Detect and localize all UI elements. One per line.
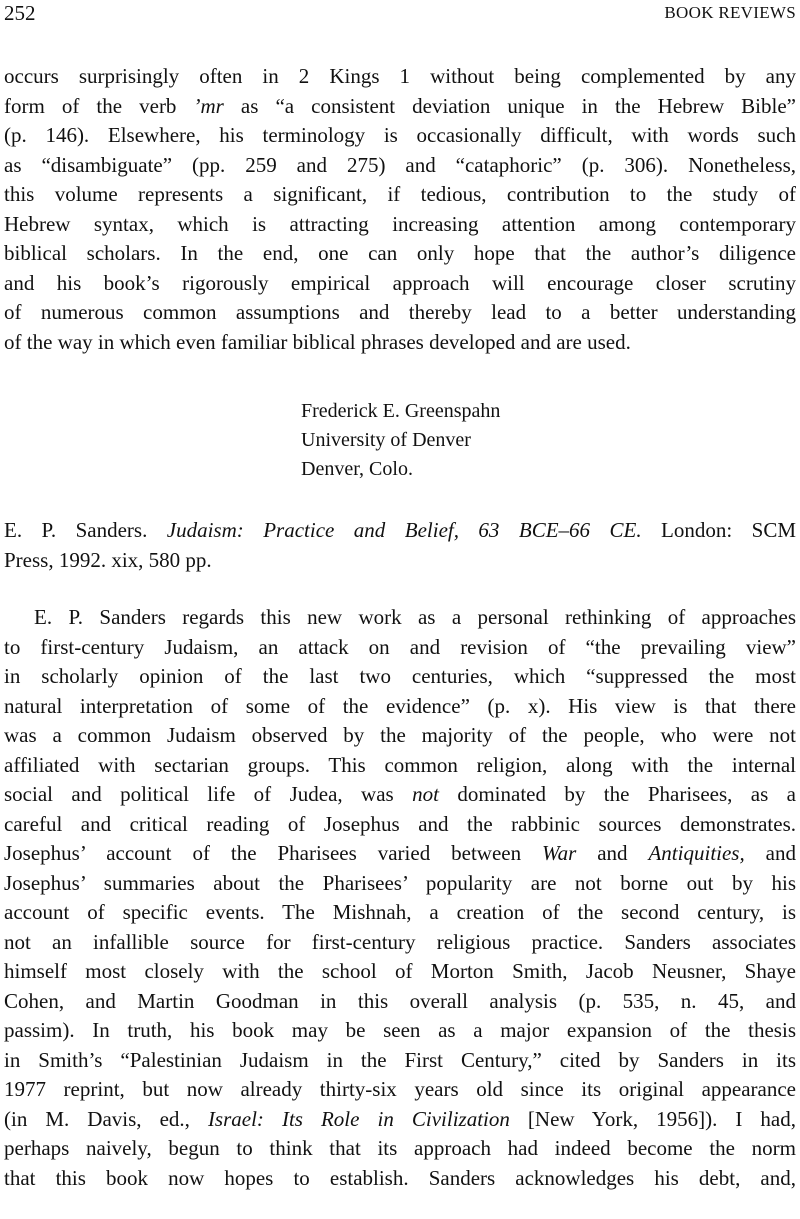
hebrew-verb-italic: ’mr xyxy=(193,93,224,118)
text-line: of numerous common assumptions and thereby lead to a better understanding xyxy=(4,300,796,324)
title-israel: Israel: Its Role in Civilization xyxy=(207,1106,510,1131)
text-line: Hebrew syntax, which is attracting increasing attention among contemporary xyxy=(4,211,796,236)
text-line: perhaps naively, begun to think that its approach had indeed become the norm xyxy=(4,1136,796,1160)
reviewer-name: Frederick E. Greenspahn xyxy=(301,400,501,422)
text-line: himself most closely with the school of Morton Smith, Jacob Neusner, Shaye xyxy=(4,959,796,983)
text-line: form of the verb ’mr as “a consistent deviation unique in the Hebrew Bible” xyxy=(4,93,796,118)
citation-line: E. P. Sanders. Judaism: Practice and Belief, 63 BCE–66 CE. London: SCM xyxy=(4,518,796,542)
text-line: social and political life of Judea, was not dominated by the Pharisees, as a xyxy=(4,782,796,806)
text-line: not an infallible source for first-century religious practice. Sanders associates xyxy=(4,929,796,954)
running-head: BOOK REVIEWS xyxy=(664,3,796,22)
review-conclusion-paragraph xyxy=(4,62,796,357)
reviewer-institution: University of Denver xyxy=(301,429,471,451)
review-body-paragraph xyxy=(4,603,796,1193)
text-line: that this book now hopes to establish. Sanders acknowledges his debt, and, xyxy=(4,1165,796,1190)
text-line: Josephus’ summaries about the Pharisees’ popularity are not borne out by his xyxy=(4,870,796,895)
text-line: of the way in which even familiar biblical phrases developed and are used. xyxy=(4,329,631,354)
text-line: in scholarly opinion of the last two centuries, which “suppressed the most xyxy=(4,664,796,688)
text-line: this volume represents a significant, if tedious, contribution to the study of xyxy=(4,182,796,206)
reviewer-location: Denver, Colo. xyxy=(301,458,413,480)
text-line: passim). In truth, his book may be seen as a major expansion of the thesis xyxy=(4,1018,796,1042)
text-line: biblical scholars. In the end, one can only hope that the author’s diligence xyxy=(4,241,796,265)
text-line: (p. 146). Elsewhere, his terminology is occasionally difficult, with words such xyxy=(4,123,796,147)
text-line: to first-century Judaism, an attack on and revision of “the prevailing view” xyxy=(4,634,796,659)
emphasis-not: not xyxy=(412,782,439,806)
text-line: affiliated with sectarian groups. This common religion, along with the internal xyxy=(4,752,796,777)
text-line: 1977 reprint, but now already thirty-six years old since its original appearance xyxy=(4,1077,796,1101)
text-line: was a common Judaism observed by the majority of the people, who were not xyxy=(4,723,796,747)
citation-title: Judaism: Practice and Belief, 63 BCE–66 CE. xyxy=(166,518,642,542)
page-header xyxy=(4,0,796,26)
text-line: Josephus’ account of the Pharisees varied between War and Antiquities, and xyxy=(4,841,796,865)
text-line: Cohen, and Martin Goodman in this overall analysis (p. 535, n. 45, and xyxy=(4,988,796,1013)
title-war: War xyxy=(542,841,577,865)
text-line: occurs surprisingly often in 2 Kings 1 without being complemented by any xyxy=(4,64,796,88)
citation-line: Press, 1992. xix, 580 pp. xyxy=(4,547,212,572)
page-number: 252 xyxy=(4,1,36,25)
text-line: in Smith’s “Palestinian Judaism in the First Century,” cited by Sanders in its xyxy=(4,1047,796,1072)
text-line: account of specific events. The Mishnah, a creation of the second century, is xyxy=(4,900,796,924)
title-antiquities: Antiquities, xyxy=(648,841,745,865)
text-line: (in M. Davis, ed., Israel: Its Role in Civilization [New York, 1956]). I had, xyxy=(4,1106,796,1131)
text-line: careful and critical reading of Josephus and the rabbinic sources demonstrates. xyxy=(4,811,796,836)
text-line: as “disambiguate” (pp. 259 and 275) and “cataphoric” (p. 306). Nonetheless, xyxy=(4,152,796,177)
text-line: and his book’s rigorously empirical approach will encourage closer scrutiny xyxy=(4,270,796,295)
text-line: E. P. Sanders regards this new work as a personal rethinking of approaches xyxy=(34,605,796,629)
text-line: natural interpretation of some of the evidence” (p. x). His view is that there xyxy=(4,693,796,718)
book-citation xyxy=(4,516,796,575)
reviewer-signature xyxy=(301,397,500,484)
citation-author: E. P. Sanders. xyxy=(4,518,167,542)
